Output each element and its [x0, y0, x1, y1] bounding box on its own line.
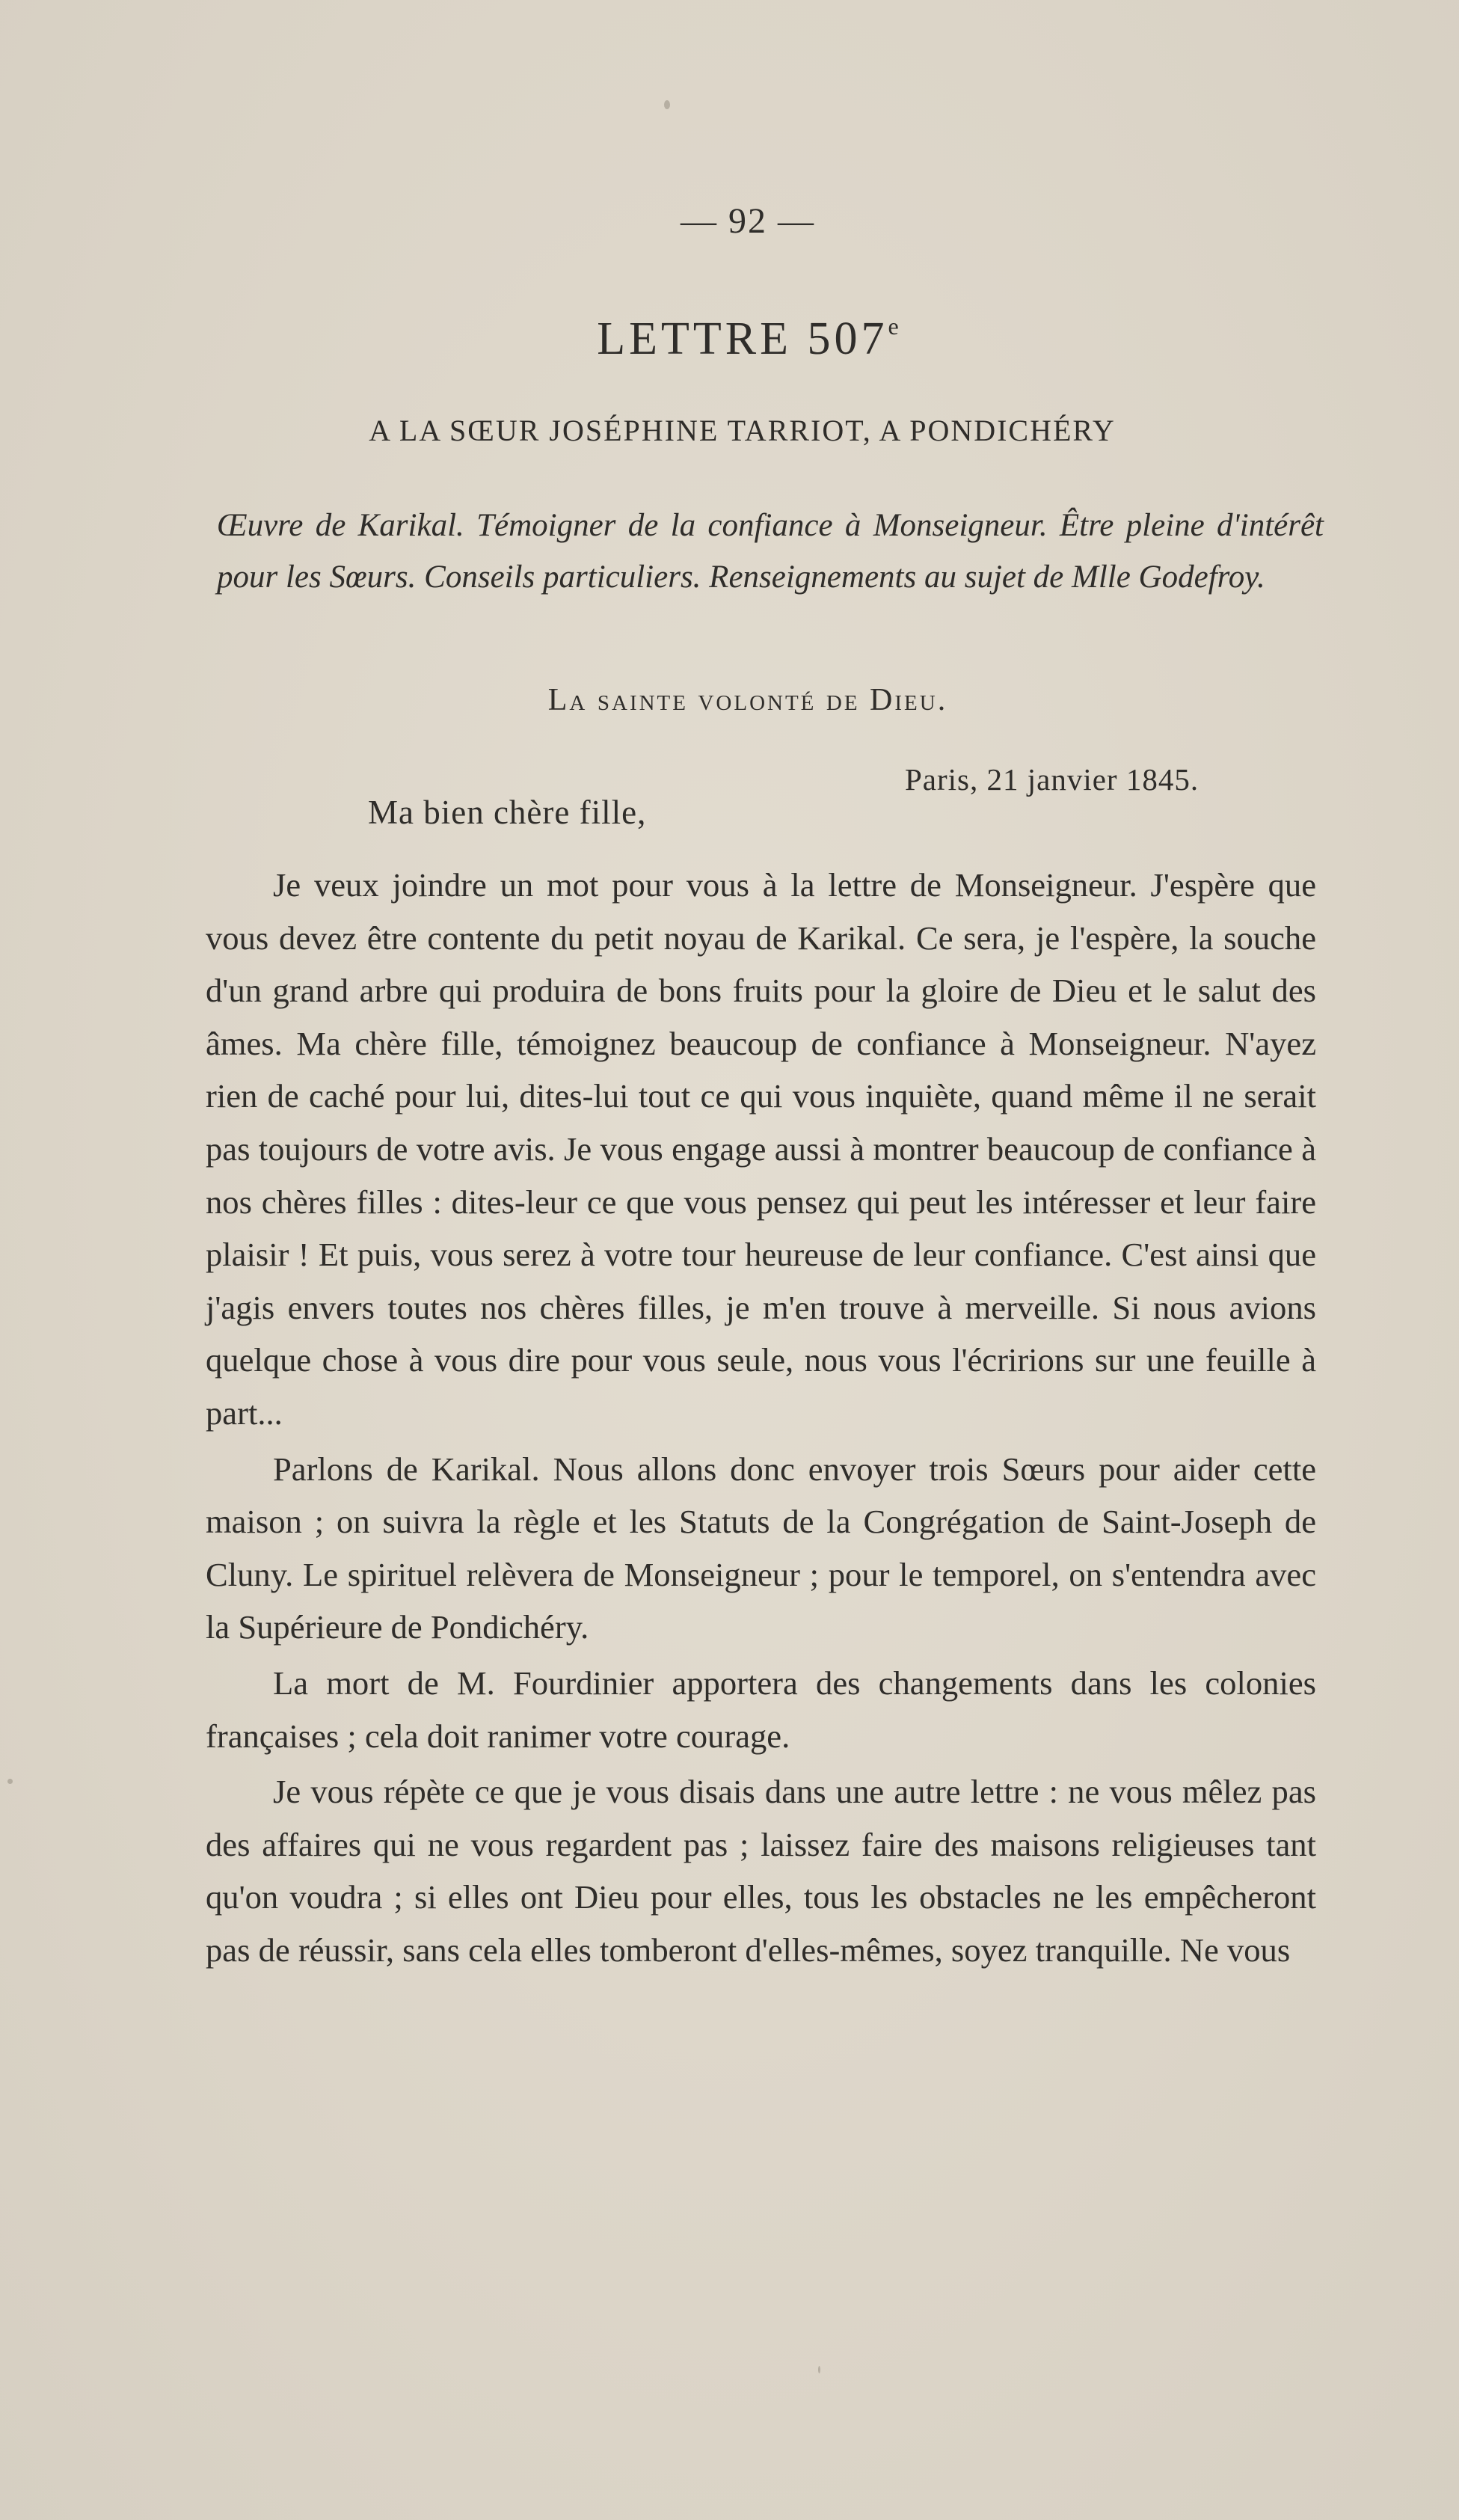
paper-speck: [7, 1779, 13, 1784]
letter-title: [0, 313, 1459, 366]
body-paragraph: Parlons de Karikal. Nous allons donc envoyer trois Sœurs pour aider cette maison ; on suivra la règle et les Statuts de la Congrégation de Saint-Joseph de Cluny. Le spirituel relèvera de Monseigneur ; pour le temporel, on s'entendra avec la Supérieure de Pondichéry.: [206, 1450, 1316, 1646]
recipient-heading: A LA SŒUR JOSÉPHINE TARRIOT, A PONDICHÉRY: [369, 414, 1116, 447]
letter-body: [206, 859, 1316, 1976]
paper-speck: [664, 100, 670, 109]
letter-summary: Œuvre de Karikal. Témoigner de la confiance à Monseigneur. Être pleine d'intérêt pour les Sœurs. Conseils particuliers. Renseignements au sujet de Mlle Godefroy.: [217, 508, 1324, 595]
page-number: — 92 —: [681, 201, 815, 241]
body-paragraph: Je vous répète ce que je vous disais dans une autre lettre : ne vous mêlez pas des affaires qui ne vous regardent pas ; laissez faire des maisons religieuses tant qu'on voudra ; si elles ont Dieu pour elles, tous les obstacles ne les empêcheront pas de réussir, sans cela elles tomberont d'elles-mêmes, soyez tranquille. Ne vous: [206, 1773, 1316, 1969]
salutation: Ma bien chère fille,: [368, 794, 647, 831]
letter-title-superscript: e: [888, 313, 899, 340]
body-paragraph: La mort de M. Fourdinier apportera des changements dans les colonies françaises ; cela doit ranimer votre courage.: [206, 1664, 1316, 1755]
body-paragraph: Je veux joindre un mot pour vous à la lettre de Monseigneur. J'espère que vous devez être contente du petit noyau de Karikal. Ce sera, je l'espère, la souche d'un grand arbre qui produira de bons fruits pour la gloire de Dieu et le salut des âmes. Ma chère fille, témoignez beaucoup de confiance à Monseigneur. N'ayez rien de caché pour lui, dites-lui tout ce qui vous inquiète, quand même il ne serait pas toujours de votre avis. Je vous engage aussi à montrer beaucoup de confiance à nos chères filles : dites-leur ce que vous pensez qui peut les intéresser et leur faire plaisir ! Et puis, vous serez à votre tour heureuse de leur confiance. C'est ainsi que j'agis envers toutes nos chères filles, je m'en trouve à merveille. Si nous avions quelque chose à vous dire pour vous seule, nous vous l'écririons sur une feuille à part...: [206, 866, 1316, 1432]
motto-heading: La sainte volonté de Dieu.: [547, 683, 948, 717]
dateline: Paris, 21 janvier 1845.: [905, 762, 1200, 797]
paper-speck: [818, 2366, 820, 2373]
letter-title-text: LETTRE 507: [597, 313, 888, 364]
